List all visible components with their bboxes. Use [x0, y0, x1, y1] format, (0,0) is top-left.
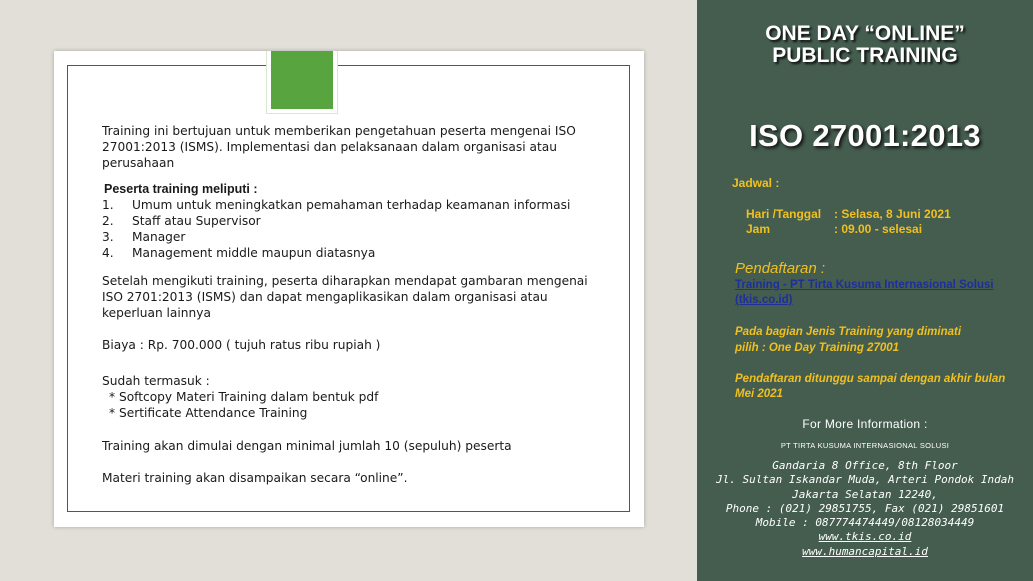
registration-deadline: Pendaftaran ditunggu sampai dengan akhir bulan Mei 2021	[735, 373, 1006, 400]
address-line: Jl. Sultan Iskandar Muda, Arteri Pondok Indah	[715, 473, 1014, 487]
panel-title	[697, 23, 1033, 67]
included-list	[102, 389, 602, 421]
mobile-line: Mobile : 087774474449/08128034449	[755, 516, 975, 530]
address-line: Jakarta Selatan 12240,	[792, 487, 938, 501]
company-name: PT TIRTA KUSUMA INTERNASIONAL SOLUSI	[780, 441, 950, 450]
minimum-participants-text: Training akan dimulai dengan minimal jumlah 10 (sepuluh) peserta	[102, 439, 512, 453]
address-line: Gandaria 8 Office, 8th Floor	[772, 459, 958, 472]
list-item: 2. Staff atau Supervisor	[102, 214, 261, 228]
document-page	[54, 51, 644, 527]
peserta-heading: Peserta training meliputi :	[104, 182, 258, 196]
intro-paragraph: Training ini bertujuan untuk memberikan pengetahuan peserta mengenai ISO 27001:2013 (ISMS). Implementasi dan pelaksanaan dalam organisasi atau perusahaan	[102, 124, 576, 170]
website-link[interactable]: www.humancapital.id	[802, 544, 928, 558]
website-link[interactable]: www.tkis.co.id	[818, 530, 912, 544]
outcome-paragraph: Setelah mengikuti training, peserta diharapkan mendapat gambaran mengenai ISO 2701:2013 (ISMS) dan dapat mengaplikasikan dalam organisasi atau keperluan lainnya	[102, 274, 588, 320]
list-item: * Softcopy Materi Training dalam bentuk pdf	[109, 390, 379, 404]
green-decorative-tab	[266, 51, 338, 114]
list-item: 4. Management middle maupun diatasnya	[102, 246, 376, 260]
training-type-instructions: Pada bagian Jenis Training yang diminati pilih : One Day Training 27001	[735, 326, 962, 354]
info-panel	[697, 0, 1033, 581]
schedule-label: Jadwal :	[732, 176, 780, 190]
schedule-details	[746, 207, 951, 237]
title-line-2: PUBLIC TRAINING	[772, 44, 958, 67]
list-item: 1. Umum untuk meningkatkan pemahaman terhadap keamanan informasi	[102, 198, 571, 212]
more-info-heading: For More Information :	[802, 417, 928, 431]
time-value: : 09.00 - selesai	[834, 222, 923, 236]
list-item: 3. Manager	[102, 230, 186, 244]
date-value: : Selasa, 8 Juni 2021	[834, 207, 951, 221]
contact-address	[697, 459, 1033, 559]
included-heading: Sudah termasuk :	[102, 374, 210, 388]
document-body	[102, 123, 602, 486]
delivery-text: Materi training akan disampaikan secara “online”.	[102, 471, 408, 485]
time-label: Jam	[746, 222, 771, 236]
phone-line: Phone : (021) 29851755, Fax (021) 29851601	[725, 501, 1005, 515]
price-text: Biaya : Rp. 700.000 ( tujuh ratus ribu rupiah )	[102, 338, 381, 352]
iso-heading: ISO 27001:2013	[749, 118, 981, 153]
peserta-list	[102, 197, 602, 261]
date-label: Hari /Tanggal	[746, 207, 822, 221]
registration-link[interactable]: Training - PT Tirta Kusuma Internasional Solusi (tkis.co.id)	[735, 279, 994, 306]
list-item: * Sertificate Attendance Training	[109, 406, 308, 420]
title-line-1: ONE DAY “ONLINE”	[765, 22, 965, 45]
registration-label: Pendaftaran :	[735, 260, 826, 277]
